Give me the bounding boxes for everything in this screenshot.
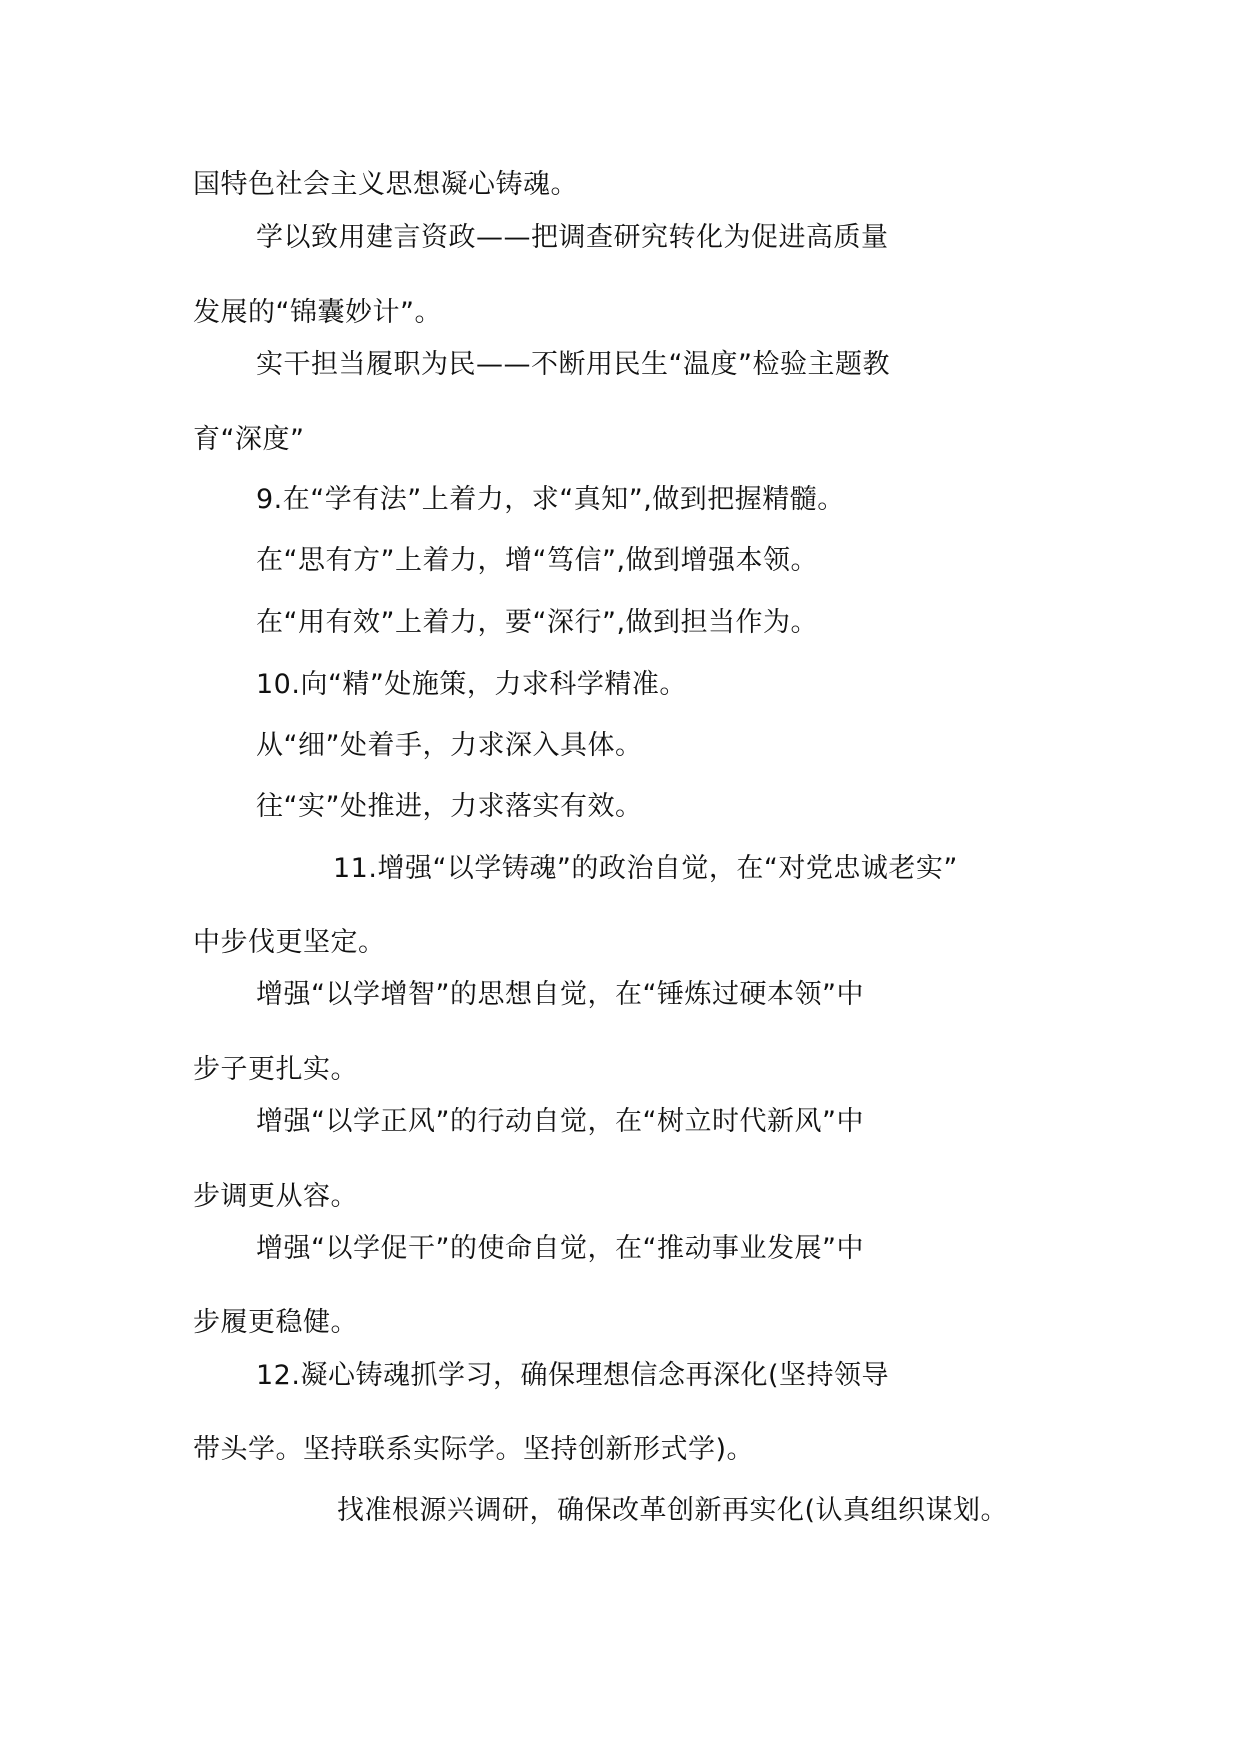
text-line: 步调更从容。 [193,1181,358,1212]
text-line: 往“实”处推进，力求落实有效。 [256,791,643,822]
text-line: 步履更稳健。 [193,1307,358,1338]
text-line: 11.增强“以学铸魂”的政治自觉，在“对党忠诚老实” [333,853,958,884]
text-line: 在“思有方”上着力，增“笃信”,做到增强本领。 [256,545,819,576]
text-line: 带头学。坚持联系实际学。坚持创新形式学)。 [193,1434,755,1465]
text-line: 实干担当履职为民——不断用民生“温度”检验主题教 [256,349,890,380]
text-line: 12.凝心铸魂抓学习，确保理想信念再深化(坚持领导 [256,1360,889,1391]
text-line: 中步伐更坚定。 [193,927,386,958]
text-line: 增强“以学正风”的行动自觉，在“树立时代新风”中 [256,1106,864,1137]
text-line: 找准根源兴调研，确保改革创新再实化(认真组织谋划。 [337,1495,1009,1526]
text-line: 10.向“精”处施策，力求科学精准。 [256,669,687,700]
text-line: 增强“以学增智”的思想自觉，在“锤炼过硬本领”中 [256,979,864,1010]
text-line: 增强“以学促干”的使命自觉，在“推动事业发展”中 [256,1233,864,1264]
text-line: 发展的“锦囊妙计”。 [193,297,442,328]
text-line: 从“细”处着手，力求深入具体。 [256,730,643,761]
text-line: 步子更扎实。 [193,1054,358,1085]
text-line: 国特色社会主义思想凝心铸魂。 [193,169,578,200]
text-line: 学以致用建言资政——把调查研究转化为促进高质量 [256,222,889,253]
text-line: 育“深度” [193,424,305,455]
text-line: 在“用有效”上着力，要“深行”,做到担当作为。 [256,607,819,638]
text-line: 9.在“学有法”上着力，求“真知”,做到把握精髓。 [256,484,845,515]
